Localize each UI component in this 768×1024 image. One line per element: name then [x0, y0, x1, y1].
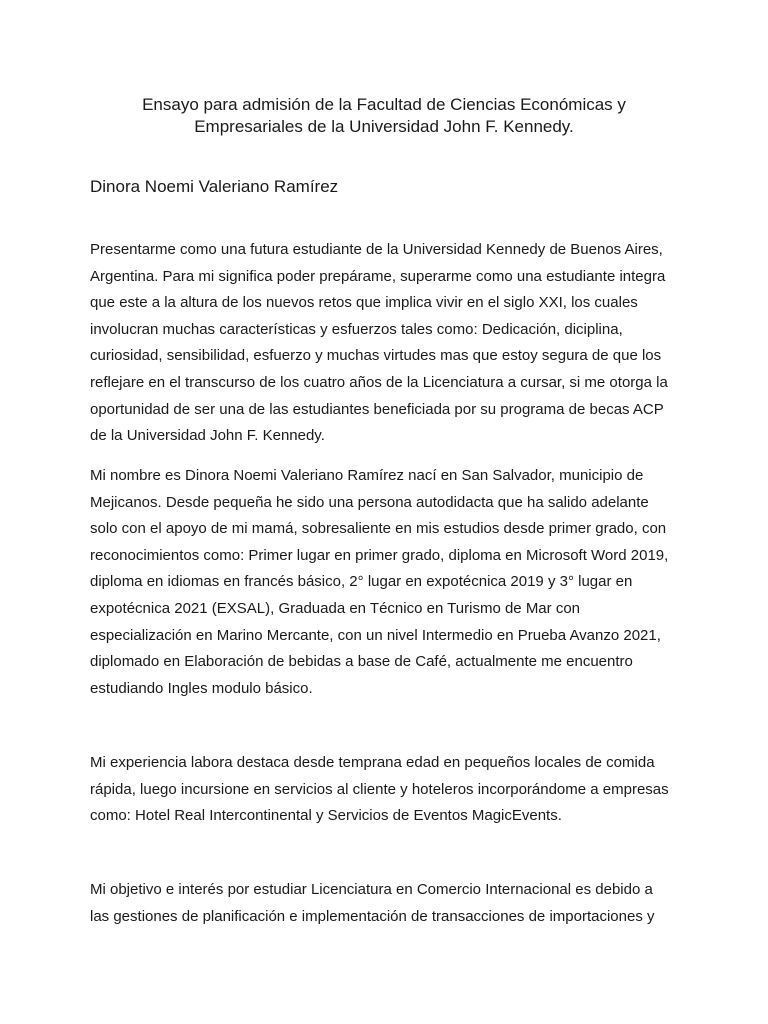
paragraph-3 — [90, 750, 690, 830]
paragraph-line: expotécnica 2021 (EXSAL), Graduada en Técnico en Turismo de Mar con — [90, 599, 580, 617]
paragraph-line: curiosidad, sensibilidad, esfuerzo y muchas virtudes mas que estoy segura de que los — [90, 347, 662, 365]
paragraph-line: que este a la altura de los nuevos retos que implica vivir en el siglo XXI, los cuales — [90, 294, 638, 312]
paragraph-line: solo con el apoyo de mi mamá, sobresaliente en mis estudios desde primer grado, con — [90, 520, 667, 538]
paragraph-4 — [90, 877, 690, 930]
paragraph-line: oportunidad de ser una de las estudiantes beneficiada por su programa de becas ACP — [90, 400, 664, 418]
paragraph-line: como: Hotel Real Intercontinental y Servicios de Eventos MagicEvents. — [90, 807, 562, 825]
paragraph-line: Mi nombre es Dinora Noemi Valeriano Ramírez nací en San Salvador, municipio de — [90, 467, 644, 484]
paragraph-line: reflejare en el transcurso de los cuatro años de la Licenciatura a cursar, si me otorga la — [90, 373, 668, 391]
paragraph-1 — [90, 237, 690, 450]
paragraph-line: rápida, luego incursione en servicios al cliente y hoteleros incorporándome a empresas — [90, 780, 669, 798]
paragraph-line: estudiando Ingles modulo básico. — [90, 679, 313, 697]
author-name: Dinora Noemi Valeriano Ramírez — [90, 177, 339, 196]
paragraph-line: especialización en Marino Mercante, con un nivel Intermedio en Prueba Avanzo 2021, — [90, 626, 661, 644]
paragraph-line: de la Universidad John F. Kennedy. — [90, 427, 325, 445]
paragraph-line: diploma en idiomas en francés básico, 2° lugar en expotécnica 2019 y 3° lugar en — [90, 573, 633, 591]
paragraph-line: involucran muchas características y esfuerzos tales como: Dedicación, diciplina, — [90, 320, 623, 338]
paragraph-line: Presentarme como una futura estudiante de la Universidad Kennedy de Buenos Aires, — [90, 241, 663, 258]
document-title-line-1: Ensayo para admisión de la Facultad de Ciencias Económicas y — [142, 95, 626, 114]
paragraph-line: las gestiones de planificación e implementación de transacciones de importaciones y — [90, 907, 655, 925]
paragraph-line: Mi objetivo e interés por estudiar Licenciatura en Comercio Internacional es debido a — [90, 881, 653, 898]
paragraph-line: Mi experiencia labora destaca desde temprana edad en pequeños locales de comida — [90, 754, 655, 771]
paragraph-line: Mejicanos. Desde pequeña he sido una persona autodidacta que ha salido adelante — [90, 493, 649, 511]
paragraph-2 — [90, 463, 690, 702]
paragraph-line: reconocimientos como: Primer lugar en primer grado, diploma en Microsoft Word 2019, — [90, 546, 669, 564]
document-title-line-2: Empresariales de la Universidad John F. Kennedy. — [194, 117, 574, 136]
paragraph-line: diplomado en Elaboración de bebidas a base de Café, actualmente me encuentro — [90, 653, 633, 671]
paragraph-line: Argentina. Para mi significa poder prepárame, superarme como una estudiante integra — [90, 267, 666, 285]
